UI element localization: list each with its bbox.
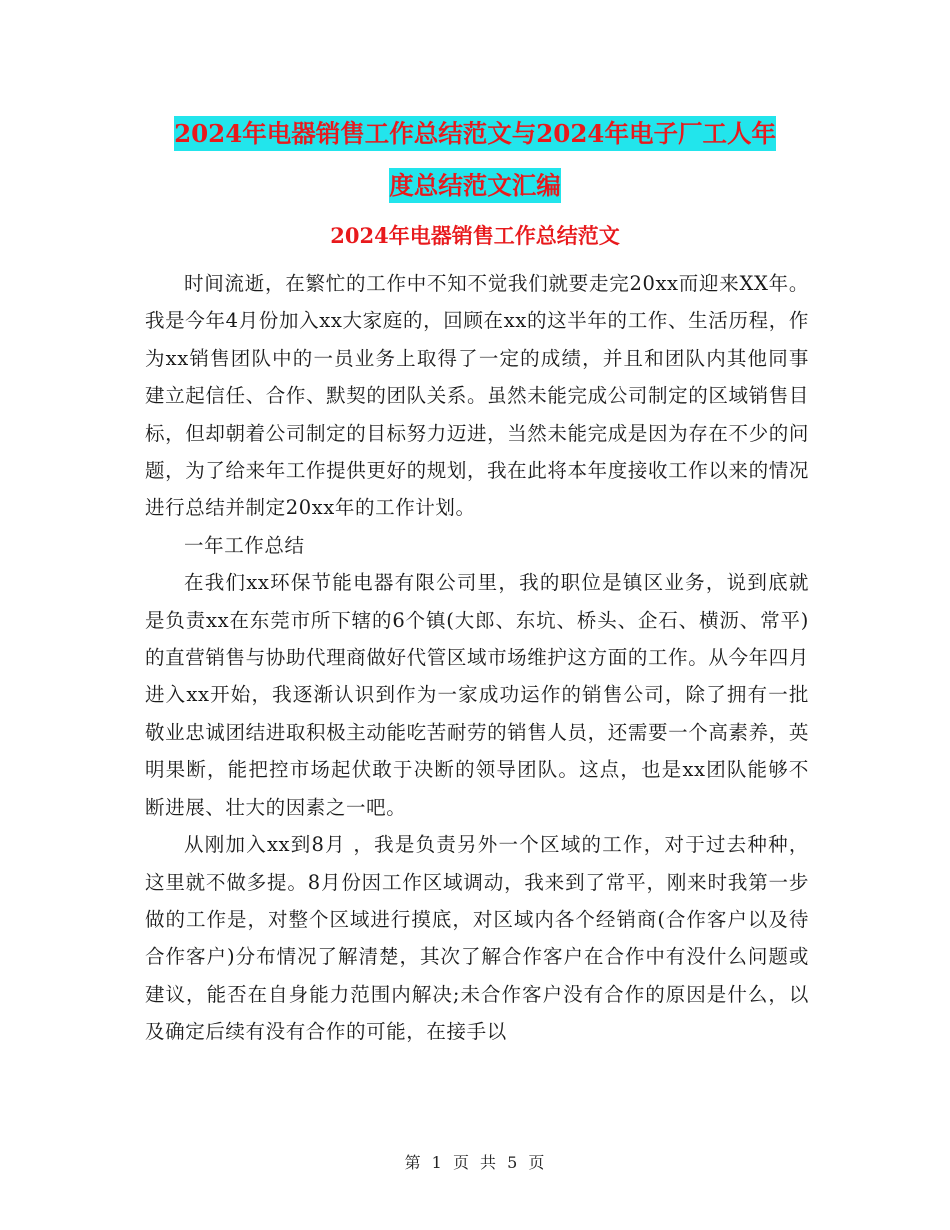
- document-title: [130, 108, 820, 212]
- paragraph-intro: 时间流逝，在繁忙的工作中不知不觉我们就要走完20xx而迎来XX年。我是今年4月份加入xx大家庭的，回顾在xx的这半年的工作、生活历程，作为xx销售团队中的一员业务上取得了一定的成绩，并且和团队内其他同事建立起信任、合作、默契的团队关系。虽然未能完成公司制定的区域销售目标，但却朝着公司制定的目标努力迈进，当然未能完成是因为存在不少的问题，为了给来年工作提供更好的规划，我在此将本年度接收工作以来的情况进行总结并制定20xx年的工作计划。: [145, 272, 809, 520]
- title-line-2: 度总结范文汇编: [389, 168, 561, 203]
- section-title: 2024年电器销售工作总结范文: [330, 223, 620, 248]
- paragraph-region-transfer: 从刚加入xx到8月 ，我是负责另外一个区域的工作，对于过去种种，这里就不做多提。8月份因工作区域调动，我来到了常平，刚来时我第一步做的工作是，对整个区域进行摸底，对区域内各个经销商(合作客户以及待合作客户)分布情况了解清楚，其次了解合作客户在合作中有没什么问题或建议，能否在自身能力范围内解决;未合作客户没有合作的原因是什么，以及确定后续有没有合作的可能，在接手以: [145, 833, 809, 1044]
- paragraph-heading-summary: 一年工作总结: [184, 533, 305, 557]
- document-body: [145, 265, 809, 1051]
- title-line-1: 2024年电器销售工作总结范文与2024年电子厂工人年: [174, 116, 776, 151]
- page-number-footer: 第 1 页 共 5 页: [404, 1153, 546, 1172]
- paragraph-job-role: 在我们xx环保节能电器有限公司里，我的职位是镇区业务，说到底就是负责xx在东莞市所下辖的6个镇(大郎、东坑、桥头、企石、横沥、常平)的直营销售与协助代理商做好代管区域市场维护这方面的工作。从今年四月进入xx开始，我逐渐认识到作为一家成功运作的销售公司，除了拥有一批敬业忠诚团结进取积极主动能吃苦耐劳的销售人员，还需要一个高素养，英明果断，能把控市场起伏敢于决断的领导团队。这点，也是xx团队能够不断进展、壮大的因素之一吧。: [145, 571, 809, 819]
